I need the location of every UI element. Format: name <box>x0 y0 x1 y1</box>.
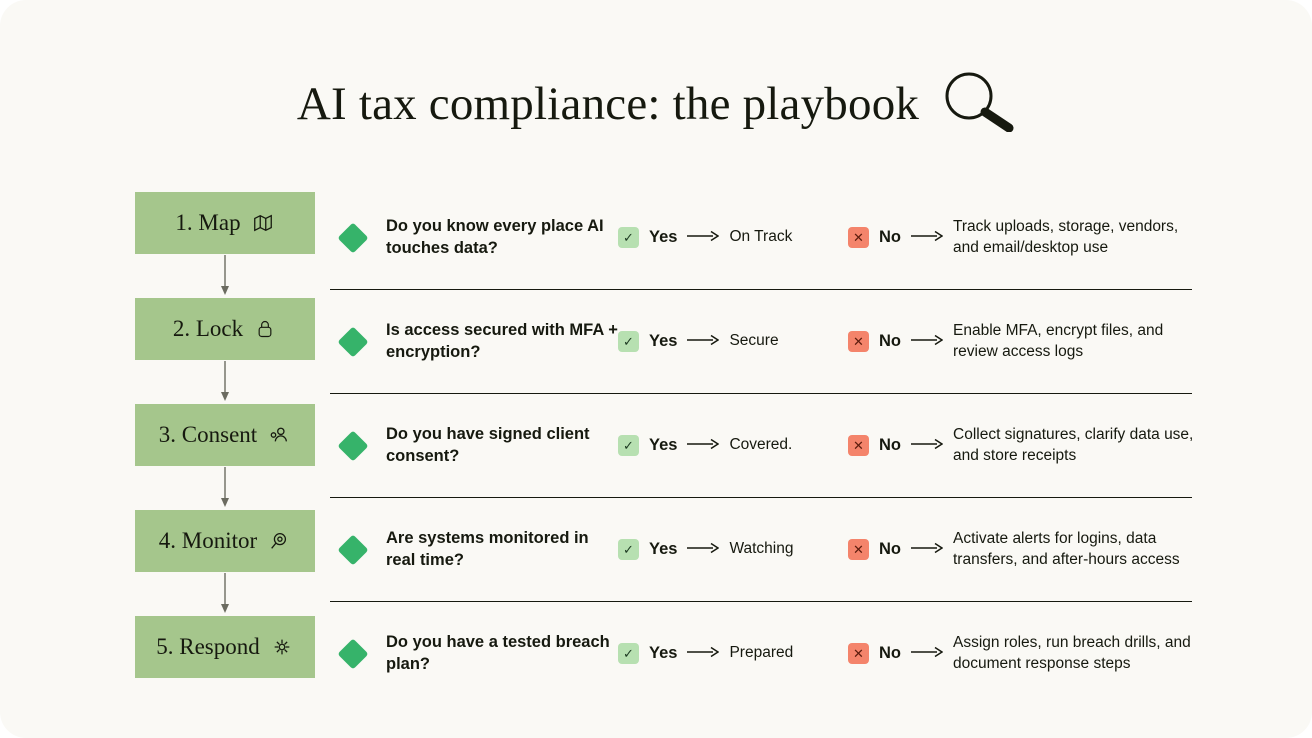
row-question: Are systems monitored in real time? <box>386 528 589 569</box>
step-box[interactable] <box>135 298 315 360</box>
row-question: Is access secured with MFA + encryption? <box>386 320 618 361</box>
check-icon: ✓ <box>618 539 639 560</box>
yes-outcome: Watching <box>729 540 794 558</box>
yes-outcome: Covered. <box>729 436 793 454</box>
magnifier-icon <box>937 70 1015 137</box>
no-label: No <box>879 228 901 246</box>
step-label: 3. Consent <box>158 422 258 447</box>
siren-icon <box>270 635 294 659</box>
cross-icon: ✕ <box>848 643 869 664</box>
yes-label: Yes <box>649 436 678 454</box>
no-label: No <box>879 332 901 350</box>
flow-arrow-4 <box>135 572 315 616</box>
step-label: 5. Respond <box>156 634 260 659</box>
yes-outcome: Secure <box>729 332 779 350</box>
arrow-right-icon <box>911 229 943 247</box>
step-2[interactable] <box>135 298 315 360</box>
lock-icon <box>253 317 277 341</box>
arrow-right-icon <box>911 333 943 351</box>
step-box[interactable] <box>135 510 315 572</box>
arrow-right-icon <box>911 541 943 559</box>
step-1[interactable] <box>135 192 315 254</box>
no-branch[interactable] <box>848 633 1205 675</box>
diamond-icon <box>337 534 368 565</box>
step-label: 1. Map <box>175 210 241 235</box>
arrow-right-icon <box>687 645 719 663</box>
step-box[interactable] <box>135 404 315 466</box>
header <box>0 70 1312 137</box>
yes-label: Yes <box>649 644 678 662</box>
table-row <box>330 602 1192 705</box>
cross-icon: ✕ <box>848 435 869 456</box>
arrow-right-icon <box>687 437 719 455</box>
check-icon: ✓ <box>618 643 639 664</box>
yes-label: Yes <box>649 540 678 558</box>
diamond-icon <box>337 222 368 253</box>
step-5[interactable] <box>135 616 315 678</box>
yes-branch[interactable] <box>618 331 846 352</box>
yes-label: Yes <box>649 332 678 350</box>
flow-arrow-3 <box>135 466 315 510</box>
no-outcome: Activate alerts for logins, data transfers, and after-hours access <box>953 529 1180 568</box>
arrow-right-icon <box>911 645 943 663</box>
no-label: No <box>879 540 901 558</box>
no-outcome: Track uploads, storage, vendors, and email/desktop use <box>953 217 1179 256</box>
cross-icon: ✕ <box>848 227 869 248</box>
cross-icon: ✕ <box>848 331 869 352</box>
decision-rows <box>330 186 1192 705</box>
step-box[interactable] <box>135 616 315 678</box>
table-row <box>330 394 1192 498</box>
yes-outcome: Prepared <box>729 644 794 662</box>
step-column <box>135 192 315 678</box>
flow-arrow-1 <box>135 254 315 298</box>
no-branch[interactable] <box>848 425 1205 467</box>
yes-branch[interactable] <box>618 435 846 456</box>
yes-branch[interactable] <box>618 227 846 248</box>
table-row <box>330 186 1192 290</box>
row-question: Do you know every place AI touches data? <box>386 216 604 257</box>
step-box[interactable] <box>135 192 315 254</box>
page-title: AI tax compliance: the playbook <box>296 77 920 130</box>
diamond-icon <box>337 326 368 357</box>
no-outcome: Collect signatures, clarify data use, and store receipts <box>953 425 1194 464</box>
row-question: Do you have signed client consent? <box>386 424 590 465</box>
no-outcome: Enable MFA, encrypt files, and review access logs <box>953 321 1164 360</box>
no-outcome: Assign roles, run breach drills, and document response steps <box>953 633 1191 672</box>
step-label: 4. Monitor <box>158 528 258 553</box>
check-icon: ✓ <box>618 227 639 248</box>
arrow-right-icon <box>687 333 719 351</box>
yes-outcome: On Track <box>729 228 793 246</box>
no-label: No <box>879 644 901 662</box>
no-branch[interactable] <box>848 321 1205 363</box>
radar-icon <box>267 529 291 553</box>
arrow-right-icon <box>687 229 719 247</box>
arrow-right-icon <box>911 437 943 455</box>
yes-branch[interactable] <box>618 643 846 664</box>
yes-branch[interactable] <box>618 539 846 560</box>
table-row <box>330 290 1192 394</box>
no-branch[interactable] <box>848 217 1205 259</box>
row-question: Do you have a tested breach plan? <box>386 632 610 673</box>
yes-label: Yes <box>649 228 678 246</box>
check-icon: ✓ <box>618 435 639 456</box>
arrow-right-icon <box>687 541 719 559</box>
table-row <box>330 498 1192 602</box>
diamond-icon <box>337 430 368 461</box>
map-icon <box>251 211 275 235</box>
diamond-icon <box>337 638 368 669</box>
step-3[interactable] <box>135 404 315 466</box>
cross-icon: ✕ <box>848 539 869 560</box>
no-branch[interactable] <box>848 529 1205 571</box>
people-icon <box>267 423 291 447</box>
flow-arrow-2 <box>135 360 315 404</box>
step-label: 2. Lock <box>172 316 244 341</box>
check-icon: ✓ <box>618 331 639 352</box>
no-label: No <box>879 436 901 454</box>
step-4[interactable] <box>135 510 315 572</box>
